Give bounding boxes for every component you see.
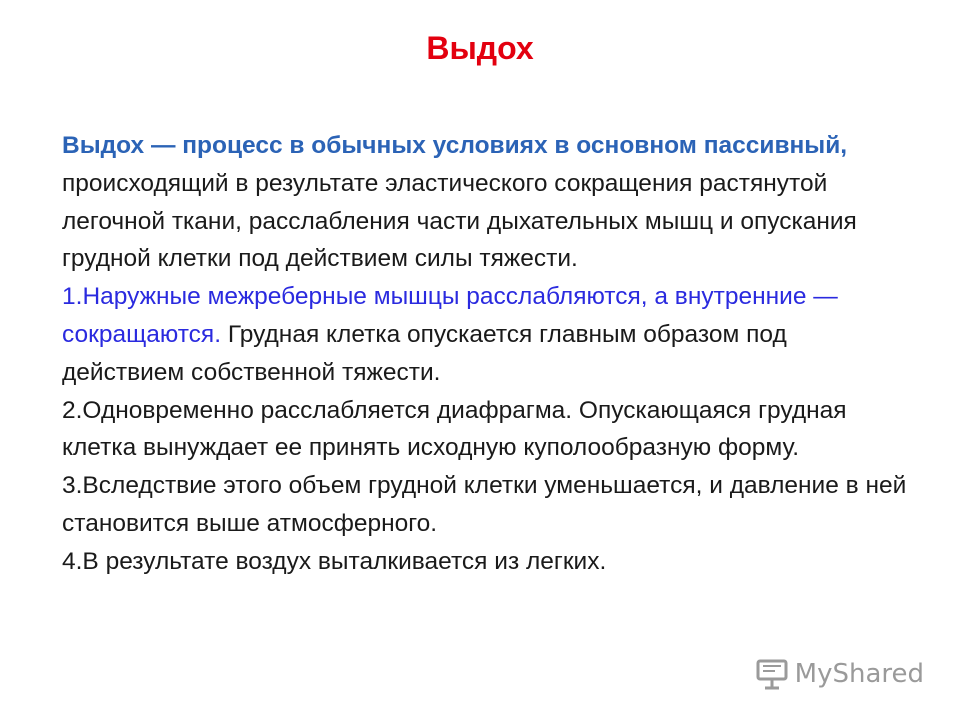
intro-highlight: Выдох — процесс в обычных условиях в основном пассивный, xyxy=(62,132,848,159)
list-item-1-number: 1. xyxy=(62,283,83,311)
slide-body xyxy=(62,127,912,581)
list-item-1-highlight: Наружные межреберные мышцы расслабляются, а внутренние — сокращаются. xyxy=(62,283,838,348)
presentation-board-icon xyxy=(755,658,789,690)
list-item-3: 3.Вследствие этого объем грудной клетки уменьшается, и давление в ней становится выше атмосферного. xyxy=(62,472,907,537)
list-item-1 xyxy=(62,278,912,391)
list-item-2: 2.Одновременно расслабляется диафрагма. Опускающаяся грудная клетка вынуждает ее принять исходную куполообразную форму. xyxy=(62,396,847,462)
intro-rest: происходящий в результате эластического сокращения растянутой легочной ткани, расслабления части дыхательных мышц и опускания грудной клетки под действием силы тяжести. xyxy=(62,169,857,273)
intro-paragraph xyxy=(62,127,912,278)
watermark-text: MyShared xyxy=(794,659,924,689)
watermark xyxy=(755,658,924,690)
list-item-4: 4.В результате воздух выталкивается из легких. xyxy=(62,547,607,575)
list-item-1-rest: Грудная клетка опускается главным образом под действием собственной тяжести. xyxy=(62,320,787,386)
slide-title: Выдох xyxy=(426,30,534,66)
